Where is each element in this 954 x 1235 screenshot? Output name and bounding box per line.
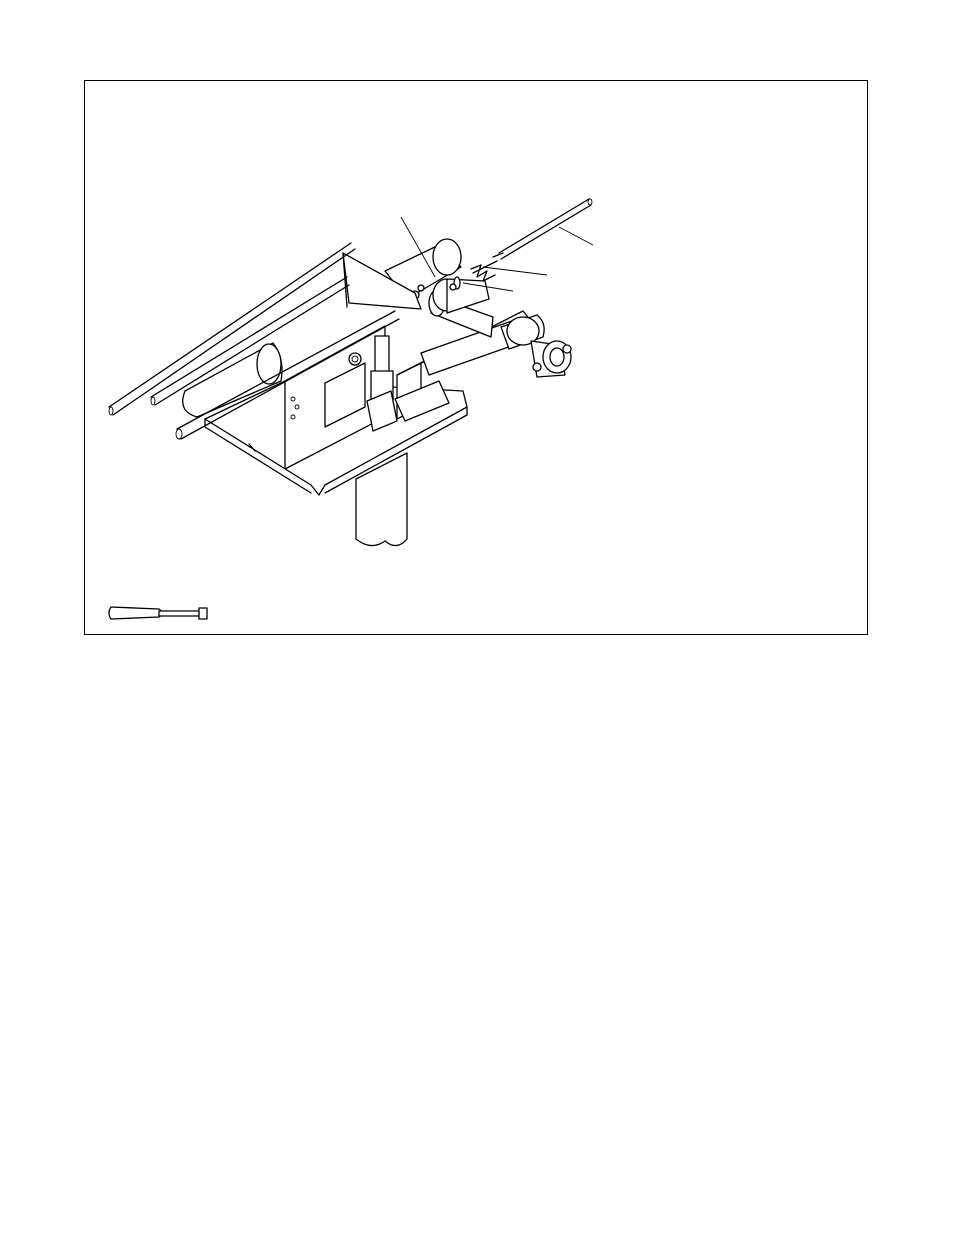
long-rod [493, 199, 592, 259]
collar [433, 279, 489, 313]
screwdriver-icon [109, 607, 207, 619]
support-post [356, 453, 407, 546]
spring [471, 261, 497, 281]
end-assembly [501, 315, 571, 377]
assembly-drawing [85, 81, 869, 636]
figure-frame [84, 80, 868, 635]
